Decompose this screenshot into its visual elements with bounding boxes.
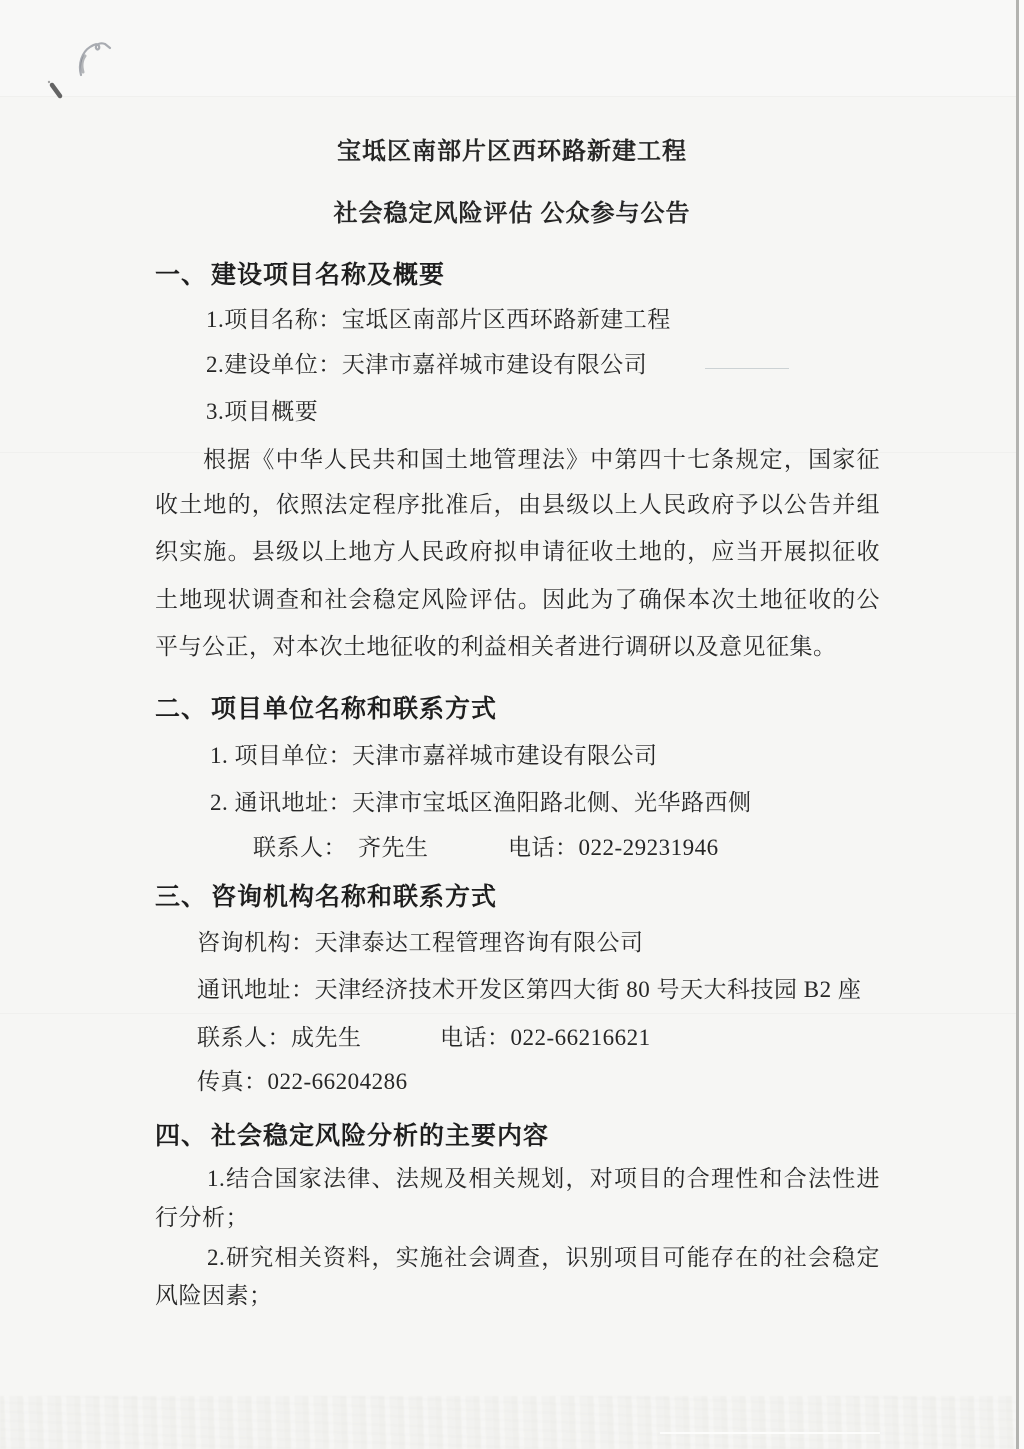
phone-number: 022-29231946 xyxy=(578,835,719,860)
section3-heading xyxy=(155,882,497,912)
scan-artifact-line xyxy=(660,1432,880,1434)
section2-heading xyxy=(155,694,497,724)
analysis-item-line: 2.研究相关资料，实施社会调查，识别项目可能存在的社会稳定 xyxy=(207,1245,880,1270)
summary-paragraph-line: 收土地的，依照法定程序批准后，由县级以上人民政府予以公告并组 xyxy=(155,492,880,517)
contact-person-name: 成先生 xyxy=(291,1025,362,1050)
document-title: 宝坻区南部片区西环路新建工程 xyxy=(337,139,687,165)
scan-hairline xyxy=(0,1013,1024,1014)
agency-phone-line xyxy=(440,1023,651,1053)
section2-number: 二、 xyxy=(155,695,208,723)
consulting-agency-line: 咨询机构：天津泰达工程管理咨询有限公司 xyxy=(197,930,644,955)
summary-paragraph-line: 织实施。县级以上地方人民政府拟申请征收土地的，应当开展拟征收 xyxy=(155,539,880,564)
fax-line xyxy=(197,1067,408,1097)
summary-paragraph-line: 平与公正，对本次土地征收的利益相关者进行调研以及意见征集。 xyxy=(155,634,837,659)
contact-person-label: 联系人： xyxy=(197,1025,291,1050)
agency-contact-line xyxy=(197,1023,362,1053)
scan-artifact-underline xyxy=(705,368,789,369)
fax-number: 022-66204286 xyxy=(267,1069,408,1094)
summary-paragraph-line: 根据《中华人民共和国土地管理法》中第四十七条规定，国家征 xyxy=(203,447,880,472)
project-name-item: 1.项目名称：宝坻区南部片区西环路新建工程 xyxy=(206,307,671,332)
section4-number: 四、 xyxy=(155,1122,208,1150)
summary-paragraph-line: 土地现状调查和社会稳定风险评估。因此为了确保本次土地征收的公 xyxy=(155,587,880,612)
phone-line xyxy=(508,833,719,863)
section1-heading xyxy=(155,260,445,290)
analysis-item-line: 1.结合国家法律、法规及相关规划，对项目的合理性和合法性进 xyxy=(207,1166,880,1191)
fax-label: 传真： xyxy=(197,1069,268,1094)
section4-heading-text: 社会稳定风险分析的主要内容 xyxy=(211,1122,550,1150)
section2-heading-text: 项目单位名称和联系方式 xyxy=(211,695,498,723)
agency-address-line: 通讯地址：天津经济技术开发区第四大街 80 号天大科技园 B2 座 xyxy=(197,977,862,1002)
project-unit-item: 1. 项目单位：天津市嘉祥城市建设有限公司 xyxy=(210,743,658,768)
section4-heading xyxy=(155,1121,549,1151)
section1-number: 一、 xyxy=(155,261,208,289)
document-subtitle: 社会稳定风险评估 公众参与公告 xyxy=(333,201,691,227)
project-summary-item: 3.项目概要 xyxy=(206,399,319,424)
section3-number: 三、 xyxy=(155,883,208,911)
pen-squiggle-mark xyxy=(20,20,160,140)
scan-bleedthrough-noise xyxy=(0,1396,1024,1449)
phone-label: 电话： xyxy=(440,1025,511,1050)
construction-unit-item: 2.建设单位：天津市嘉祥城市建设有限公司 xyxy=(206,352,648,377)
contact-person-name: 齐先生 xyxy=(358,835,429,860)
analysis-item-line: 风险因素； xyxy=(155,1283,273,1308)
phone-label: 电话： xyxy=(508,835,579,860)
mailing-address-item: 2. 通讯地址：天津市宝坻区渔阳路北侧、光华路西侧 xyxy=(210,790,752,815)
section3-heading-text: 咨询机构名称和联系方式 xyxy=(211,883,498,911)
contact-person-label: 联系人： xyxy=(253,835,347,860)
section1-heading-text: 建设项目名称及概要 xyxy=(211,261,446,289)
phone-number: 022-66216621 xyxy=(510,1025,651,1050)
analysis-item-line: 行分析； xyxy=(155,1205,249,1230)
